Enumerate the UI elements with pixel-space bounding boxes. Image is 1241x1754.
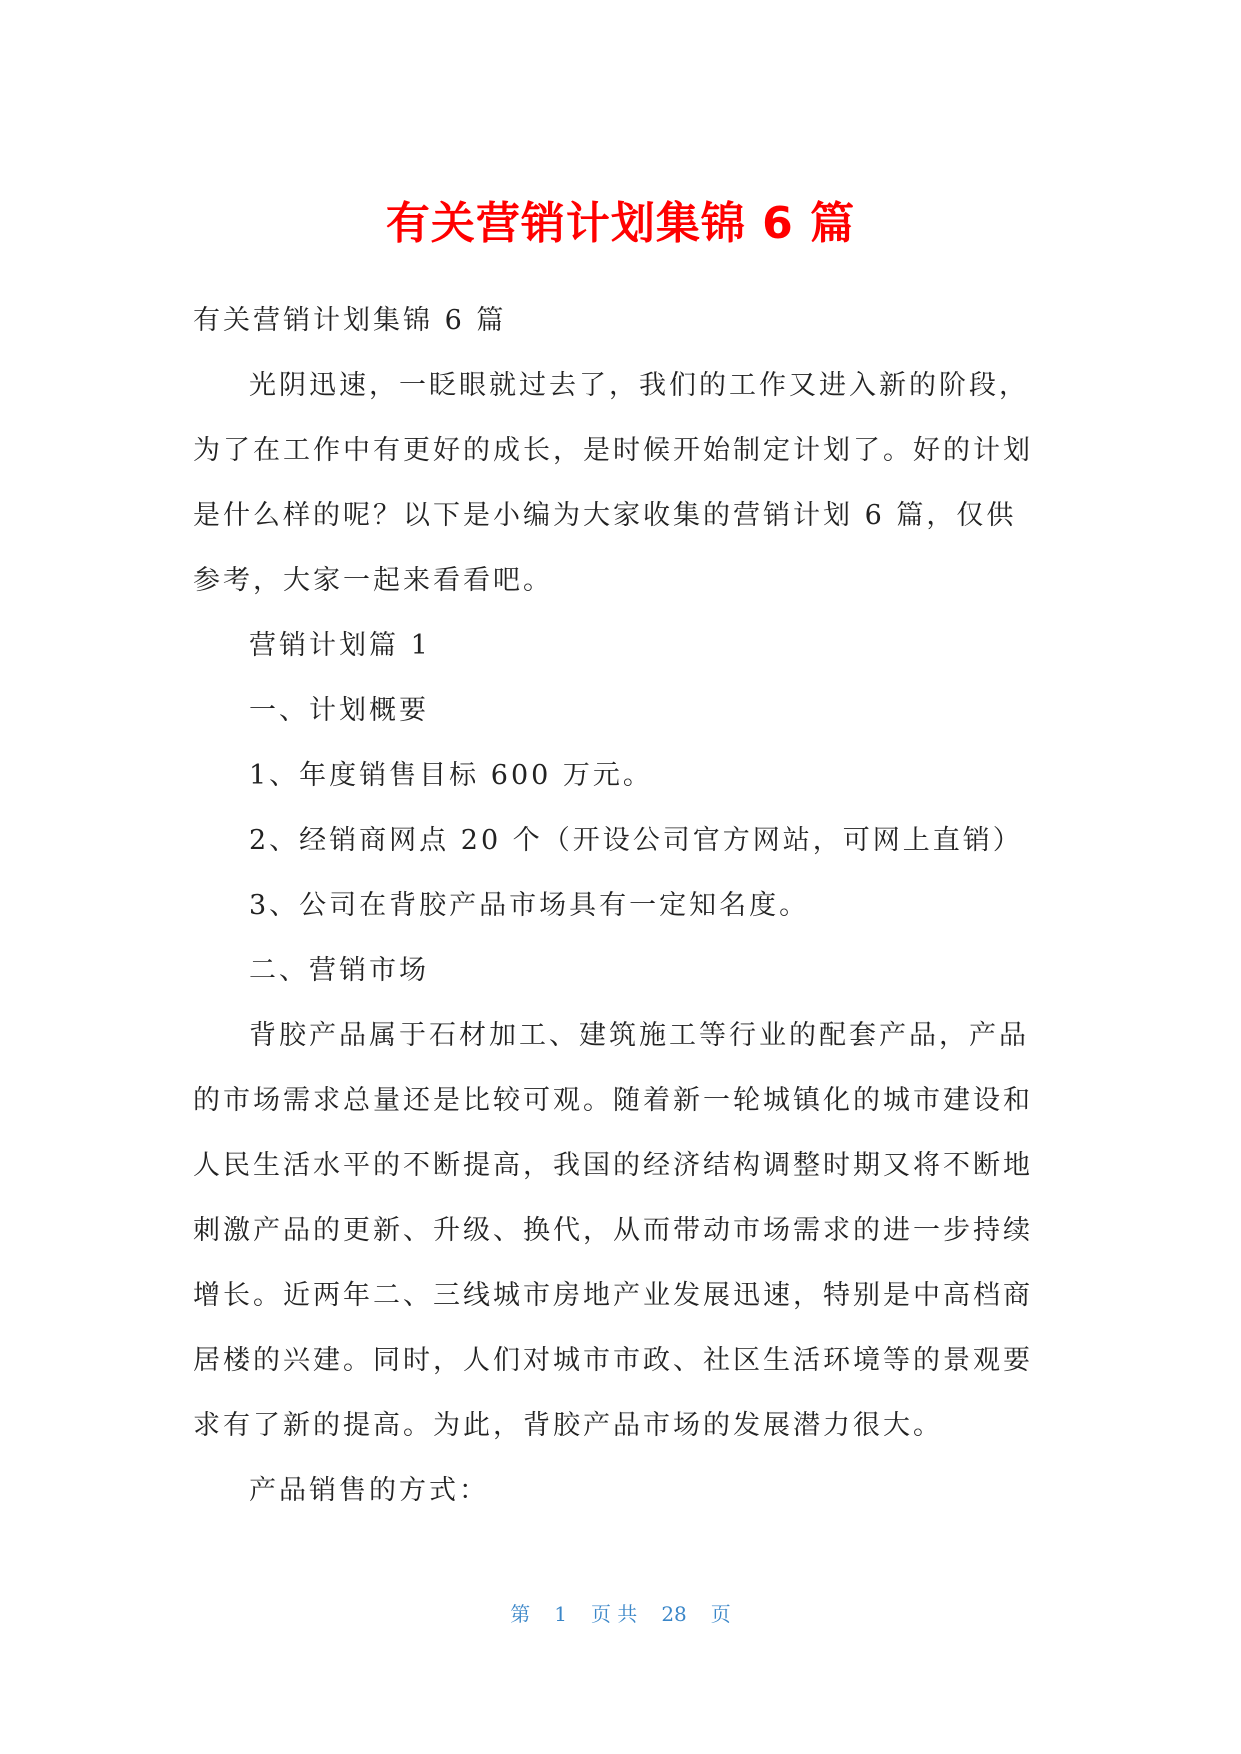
list-item: 2、经销商网点 20 个（开设公司官方网站，可网上直销） — [249, 825, 1023, 856]
total-page-count: 28 — [661, 1602, 687, 1626]
document-title: 有关营销计划集锦 6 篇 — [385, 198, 856, 249]
list-item: 1、年度销售目标 600 万元。 — [249, 760, 653, 791]
footer-suffix: 页 — [710, 1602, 731, 1626]
footer-middle: 页 共 — [590, 1602, 638, 1626]
subtitle-paragraph: 有关营销计划集锦 6 篇 — [193, 305, 507, 336]
current-page-number: 1 — [554, 1602, 567, 1626]
body-paragraph: 背胶产品属于石材加工、建筑施工等行业的配套产品，产品的市场需求总量还是比较可观。随着新一轮城镇化的城市建设和人民生活水平的不断提高，我国的经济结构调整时期又将不断地刺激产品的更新、升级、换代，从而带动市场需求的进一步持续增长。近两年二、三线城市房地产业发展迅速，特别是中高档商居楼的兴建。同时，人们对城市市政、社区生活环境等的景观要求有了新的提高。为此，背胶产品市场的发展潜力很大。 — [193, 1020, 1033, 1441]
subsection-heading: 二、营销市场 — [249, 955, 429, 986]
document-body — [193, 288, 1043, 1523]
page-footer — [0, 1600, 1241, 1628]
intro-paragraph: 光阴迅速，一眨眼就过去了，我们的工作又进入新的阶段，为了在工作中有更好的成长，是时候开始制定计划了。好的计划是什么样的呢？以下是小编为大家收集的营销计划 6 篇，仅供参考，大家一起来看看吧。 — [193, 370, 1033, 596]
list-item: 3、公司在背胶产品市场具有一定知名度。 — [249, 890, 810, 921]
subsection-heading: 一、计划概要 — [249, 695, 429, 726]
footer-prefix: 第 — [510, 1602, 531, 1626]
section-heading: 营销计划篇 1 — [249, 630, 431, 661]
body-paragraph: 产品销售的方式： — [249, 1475, 489, 1506]
